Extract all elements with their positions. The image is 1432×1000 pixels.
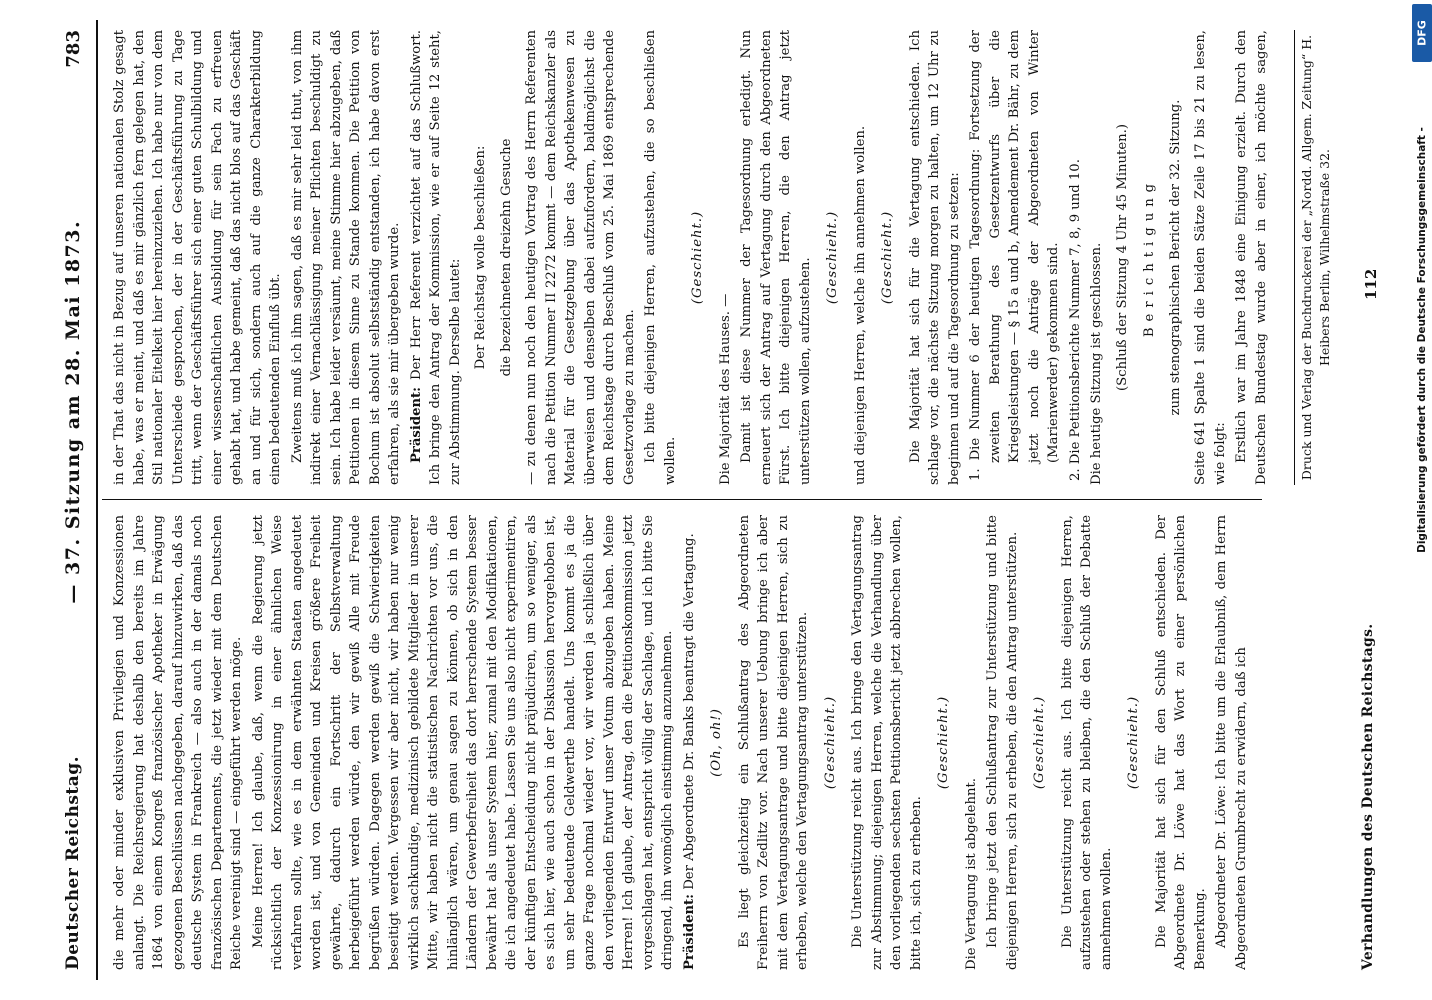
right-paragraph: 1. Die Nummer 6 der heutigen Tagesordnung: Fortsetzung der zweiten Berathung des Gesetzentwurfs über die Kriegsleistungen — § 15 a und b, Amendement Dr. Bähr, zu dem jetzt noch die Anträge der Abgeordneten von Winter (Marienwerder) gekommen sind.	[968, 30, 1061, 481]
page-number: 783	[62, 30, 84, 68]
printer-imprint: Druck und Verlag der Buchdruckerei der „Nordd. Allgem. Zeitung“ H. Heibers Berlin, Wilhelmstraße 32.	[1299, 34, 1332, 481]
speaker-label: Präsident:	[681, 893, 697, 970]
left-paragraph: Abgeordneter Dr. Löwe: Ich bitte um die Erlaubniß, dem Herrn Abgeordneten Grumbrecht zu erwidern, daß ich	[1214, 515, 1249, 970]
right-paragraph: (Geschieht.)	[825, 210, 840, 305]
paragraph-text: Der Herr Referent verzichtet auf das Schlußwort. Ich bringe den Antrag der Kommission, wie er auf Seite 12 steht, zur Abstimmung. Derselbe lautet:	[408, 30, 463, 485]
right-paragraph: Ich bitte diejenigen Herren, aufzustehen, die so beschließen wollen.	[643, 30, 678, 485]
right-paragraph: Seite 641 Spalte 1 sind die beiden Sätze Zeile 17 bis 21 zu lesen, wie folgt:	[1193, 30, 1228, 485]
header-rule	[96, 20, 98, 980]
digitization-credit: Digitalisierung gefördert durch die Deutsche Forschungsgemeinschaft -	[1416, 127, 1428, 553]
right-paragraph: 2. Die Petitionsberichte Nummer 7, 8, 9 und 10.	[1067, 159, 1083, 481]
left-paragraph: Die Unterstützung reicht aus. Ich bitte diejenigen Herren, aufzustehen oder stehen zu bleiben, die den Schluß der Debatte annehmen wollen.	[1059, 515, 1114, 970]
left-paragraph: (Geschieht.)	[822, 695, 838, 790]
right-paragraph: (Schluß der Sitzung 4 Uhr 45 Minuten.)	[1114, 124, 1130, 391]
column-divider	[102, 499, 1262, 500]
left-paragraph: (Geschieht.)	[1032, 695, 1047, 790]
right-paragraph	[407, 30, 466, 485]
right-paragraph: Die heutige Sitzung ist geschlossen.	[1089, 242, 1104, 485]
dfg-logo	[1412, 4, 1432, 62]
right-paragraph: — zu denen nun noch den heutigen Vortrag des Herrn Referenten nach die Petition Nummer II 2272 kommt — dem Reichskanzler als Material für die Gesetzgebung über das Apothekenwesen zu überweisen und denselben dabei aufzufordern, baldmöglichst die dem Reichstage durch Beschluß vom 25. Mai 1869 entsprechende Gesetzvorlage zu machen.	[524, 30, 637, 485]
left-paragraph: (Geschieht.)	[936, 695, 951, 790]
left-paragraph	[680, 515, 700, 970]
left-paragraph: (Geschieht.)	[1126, 695, 1141, 790]
scanned-page	[42, 0, 1392, 1000]
left-paragraph: Die Vertagung ist abgelehnt.	[963, 778, 979, 970]
right-paragraph: Damit ist diese Nummer der Tagesordnung erledigt. Nun erneuert sich der Antrag auf Vertagung durch den Abgeordneten Fürst. Ich bitte diejenigen Herren, die den Antrag jetzt unterstützen wollen, aufzustehen.	[739, 30, 813, 485]
session-title: — 37. Sitzung am 28. Mai 1873.	[62, 219, 84, 604]
right-paragraph: Berichtigung	[1142, 177, 1157, 338]
right-paragraph: Der Reichstag wolle beschließen:	[473, 145, 488, 370]
right-paragraph: Erstlich war im Jahre 1848 eine Einigung erzielt. Durch den Deutschen Bundestag wurde aber in einer, ich möchte sagen,	[1234, 30, 1269, 485]
page-header	[56, 30, 90, 970]
right-paragraph: zum stenographischen Bericht der 32. Sitzung.	[1167, 99, 1183, 416]
left-column	[110, 515, 1272, 970]
running-title: Deutscher Reichstag.	[63, 755, 83, 970]
right-paragraph: die bezeichneten dreizehn Gesuche	[498, 138, 514, 377]
signature-mark: 112	[1362, 268, 1380, 300]
right-paragraph: Die Majorität des Hauses. —	[717, 293, 733, 485]
speaker-label: Präsident:	[408, 386, 424, 463]
left-paragraph: (Oh, oh!)	[709, 708, 724, 777]
digitization-strip	[1412, 0, 1432, 1000]
left-paragraph: Meine Herren! Ich glaube, daß, wenn die Regierung jetzt rücksichtlich der Konzessionirung in einer ähnlichen Weise verfahren sollte, wie es in dem erwähnten Staaten angedeutet worden ist, und von Gemeinden und Kreisen größere Freiheit gewährte, dadurch ein Fortschritt der Selbstverwaltung herbeigeführt werden würde, den wir gewiß Alle mit Freude begrüßen würden. Dagegen werden gewiß die Schwierigkeiten beseitigt werden. Vergessen wir aber nicht, wir haben nur wenig wirklich sachkundige, medizinisch gebildete Mitglieder in unserer Mitte, wir haben nicht die statistischen Nachrichten vor uns, die hinlänglich wären, um genau sagen zu können, ob sich in den Ländern der Gewerbefreiheit das dort herrschende System besser bewährt hat als unser System hier, zumal mit den Modifikationen, die ich angedeutet habe. Lassen Sie uns also nicht experimentiren, der künftigen Entscheidung nicht präjudiciren, um so weniger, als es sich hier, wie auch schon in der Diskussion hervorgehoben ist, um sehr bedeutende Geldwerthe handelt. Uns kommt es ja die ganze Frage nochmal wieder vor, wir werden ja schließlich über den vorliegenden Entwurf unser Votum abzugeben haben. Meine Herren! Ich glaube, der Antrag, den die Petitionskommission jetzt vorgeschlagen hat, entspricht völlig der Sachlage, und ich bitte Sie dringend, ihn womöglich einstimmig anzunehmen.	[250, 515, 675, 970]
right-paragraph: (Geschieht.)	[690, 210, 705, 305]
footer-title: Verhandlungen des Deutschen Reichstags.	[1360, 623, 1376, 970]
paragraph-text: Der Abgeordnete Dr. Banks beantragt die Vertagung.	[681, 533, 697, 894]
left-paragraph: Es liegt gleichzeitig ein Schlußantrag des Abgeordneten Freiherrn von Zedlitz vor. Nach unserer Uebung bringe ich aber mit dem Vertagungsantrage und bitte diejenigen Herren, sich zu erheben, welche den Vertagungsantrag unterstützen.	[736, 515, 810, 970]
right-paragraph: (Geschieht.)	[880, 210, 895, 305]
right-paragraph: Die Majorität hat sich für die Vertagung entschieden. Ich schlage vor, die nächste Sitzung morgen zu halten, um 12 Uhr zu beginnen und auf die Tagesordnung zu setzen:	[907, 30, 962, 485]
right-paragraph: Zweitens muß ich ihm sagen, daß es mir sehr leid thut, von ihm indirekt einer Vernachlässigung meiner Pflichten beschuldigt zu sein. Ich habe leider versäumt, meine Stimme hier abzugeben, daß Petitionen in diesem Sinne zu Stande kommen. Die Petition von Bochum ist absolut selbstständig entstanden, ich habe davon erst erfahren, als sie mir übergeben wurde.	[289, 30, 402, 485]
right-paragraph: und diejenigen Herren, welche ihn annehmen wollen.	[852, 125, 868, 485]
left-paragraph: Die Majorität hat sich für den Schluß entschieden. Der Abgeordnete Dr. Löwe hat das Wort zu einer persönlichen Bemerkung.	[1153, 515, 1208, 970]
imprint-rule	[1294, 30, 1295, 485]
left-paragraph: Ich bringe jetzt den Schlußantrag zur Unterstützung und bitte diejenigen Herren, sich zu erheben, die den Antrag unterstützen.	[985, 515, 1020, 970]
right-paragraph: in der That das nicht in Bezug auf unseren nationalen Stolz gesagt habe, was er meint, und daß es mir gänzlich fern gelegen hat, den Stil nationaler Eitelkeit hier hereinzuziehen. Ich habe nur von dem Unterschiede gesprochen, der in der Geschäftsführung zu Tage tritt, wenn der Geschäftsführer sich einer guten Schulbildung und einer wissenschaftlichen Ausbildung für sein Fach zu erfreuen gehabt hat, und habe gemeint, daß das nicht blos auf das Geschäft an und für sich, sondern auch auf die ganze Charakterbildung einen bedeutenden Einfluß übt.	[112, 30, 283, 485]
dfg-logo-text: DFG	[1415, 20, 1429, 46]
left-paragraph: Die Unterstützung reicht aus. Ich bringe den Vertagungsantrag zur Abstimmung; diejenigen Herren, welche die Verhandlung über den vorliegenden sechsten Petitionsbericht jetzt abbrechen wollen, bitte ich, sich zu erheben.	[850, 515, 924, 970]
left-paragraph: die mehr oder minder exklusiven Privilegien und Konzessionen anlangt. Die Reichsregierung hat deshalb den bereits im Jahre 1864 von einem Kongreß französischer Apotheker in Erwägung gezogenen Beschlüssen nachgegeben, darauf hinzuwirken, daß das deutsche System in Frankreich — also auch in der damals noch französischen Departements, die jetzt wieder mit dem Deutschen Reiche vereinigt sind — eingeführt werden möge.	[112, 515, 244, 970]
right-column	[110, 30, 1272, 485]
